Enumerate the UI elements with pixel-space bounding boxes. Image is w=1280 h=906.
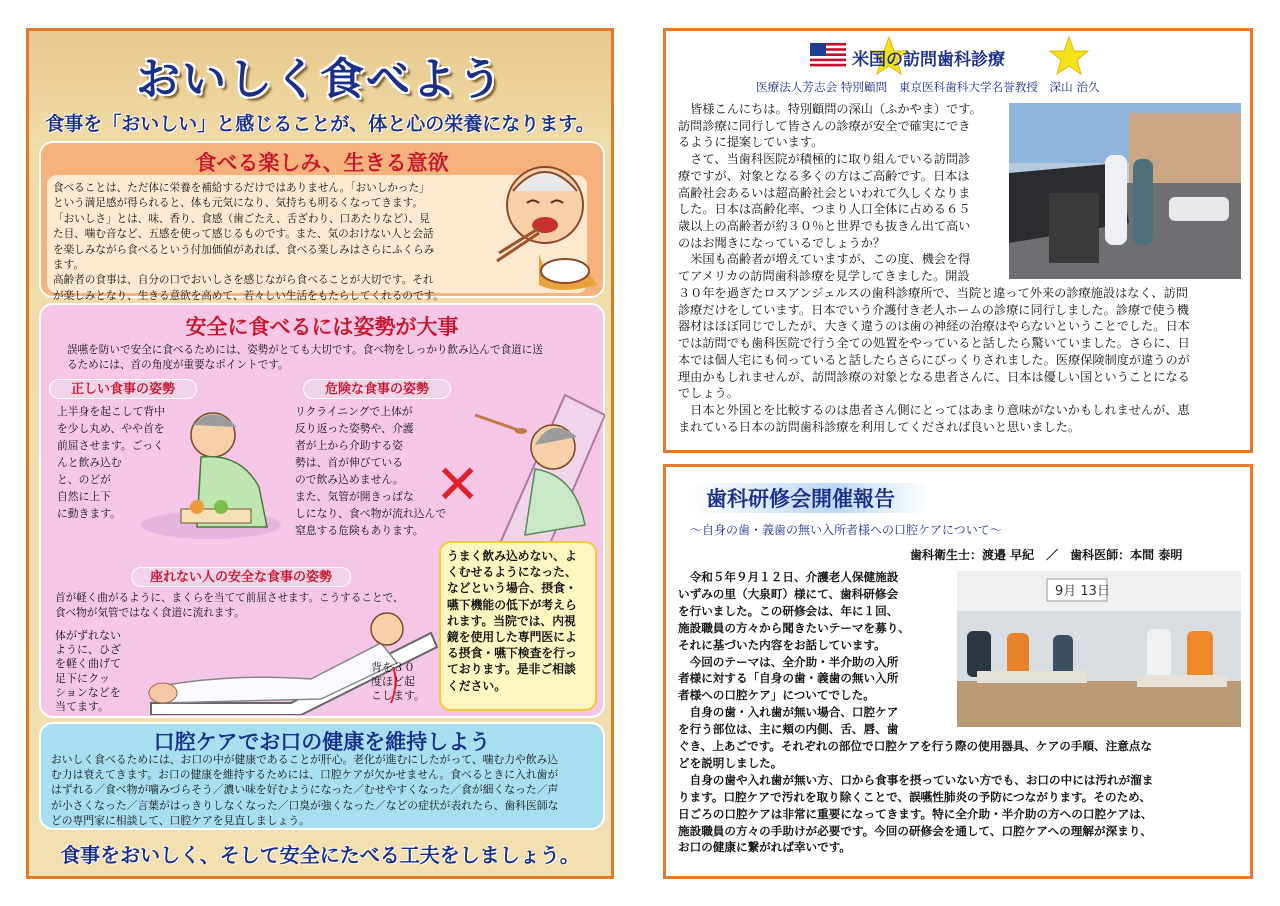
- elderly-man-eating-illustration: [479, 153, 599, 295]
- seminar-byline: 歯科衛生士：渡邉 早紀 ／ 歯科医師：本間 泰明: [910, 548, 1183, 562]
- text-line: が小さくなった／言葉がはっきりしなくなった／口臭が強くなった／などの症状が表れたら、歯科医師な: [51, 798, 559, 812]
- text-line: 誤嚥を防いで安全に食べるためには、姿勢がとても大切です。食べ物をしっかり飲み込んで食道に送: [67, 344, 543, 356]
- text-line: 日本と外国とを比較するのは患者さん側にとってはあまり意味がないかもしれませんが、恵: [678, 402, 1190, 417]
- text-line: おいしく食べるためには、お口の中が健康であることが肝心。老化が進むにしたがって、噛む力や飲み込: [51, 753, 559, 766]
- section-eating-joy-title: 食べる楽しみ、生きる意欲: [195, 151, 449, 175]
- seminar-subtitle: ～自身の歯・義歯の無い入所者様への口腔ケアについて～: [690, 523, 1002, 537]
- text-line: 反り返った姿勢や、介護: [295, 422, 414, 435]
- text-line: 前屈させます。ごっく: [57, 439, 164, 452]
- text-line: を楽しみながら食べるという付加価値があれば、食べる楽しみはさらにふくらみ: [53, 243, 435, 256]
- text-line: 器材はほぼ同じでしたが、大きく違うのは歯の神経の治療はやらないということでした。日本: [678, 319, 1190, 334]
- text-line: に動きます。: [57, 507, 121, 520]
- text-line: 当てます。: [55, 700, 110, 714]
- text-line: 窒息する危険もあります。: [295, 524, 424, 537]
- text-line: お口の健康に繋がれば幸いです。: [678, 840, 851, 855]
- text-line: ションなどを: [55, 685, 121, 699]
- correct-posture-label: 正しい食事の姿勢: [49, 379, 197, 399]
- text-line: 食べることは、ただ体に栄養を補給するだけではありません。「おいしかった」: [53, 182, 430, 194]
- us-flag-icon: [810, 43, 846, 67]
- text-line: ので飲み込めません。: [295, 473, 404, 486]
- text-line: 今回のテーマは、全介助・半介助の入所: [678, 654, 899, 669]
- us-article-title: 米国の訪問歯科診療: [852, 50, 1005, 70]
- text-line: ります。口腔ケアで汚れを取り除くことで、誤嚥性肺炎の予防につながります。そのため、: [678, 789, 1151, 804]
- text-line: 者が上から介助する姿: [295, 439, 403, 452]
- text-line: 本では個人宅にも伺っていると話したらさらにびっくりされました。医療保険制度が違うのが: [678, 352, 1190, 367]
- section-oral-care: [39, 722, 605, 830]
- text-line: また、気管が開きっぱな: [295, 490, 414, 503]
- text-line: てアメリカの訪問歯科診療を見学してきました。開設: [678, 269, 970, 284]
- seminar-photo-date-sign: 9月 13日: [1055, 584, 1110, 599]
- text-line: ぐき、上あごです。それぞれの部位で口腔ケアを行う際の使用器具、ケアの手順、注意点な: [678, 739, 1152, 753]
- text-line: いずみの里（大泉町）様にて、歯科研修会: [678, 586, 899, 601]
- text-line: を軽く曲げて: [55, 657, 121, 671]
- text-line: 上半身を起こして背中: [57, 405, 165, 418]
- star-icon: [1048, 35, 1090, 77]
- text-line: れます。当院では、内視: [447, 613, 576, 628]
- text-line: 皆様こんにちは。特別顧問の深山（ふかやま）です。: [678, 102, 982, 116]
- seated-posture-label: 座れない人の安全な食事の姿勢: [131, 567, 351, 587]
- text-line: 日ごろの口腔ケアは非常に重要になってきます。特に全介助・半介助の方への口腔ケアは、: [678, 806, 1153, 821]
- text-line: 体がずれない: [55, 629, 121, 642]
- text-line: 勢は、首が伸びている: [295, 456, 403, 469]
- text-line: と、のどが: [57, 473, 111, 486]
- text-line: 首が軽く曲がるように、まくらを当てて前屈させます。こうすることで、: [55, 592, 404, 604]
- text-line: 診療だけをしています。日本でいう介護付き老人ホームの診療に同行しました。診療で使う機: [678, 302, 1189, 317]
- text-line: 施設職員の方々の手助けが必要です。今回の研修会を通して、口腔ケアへの理解が深まり、: [678, 823, 1152, 838]
- text-line: まれている日本の訪問歯科診療を利用してくだされば良いと思いました。: [678, 419, 1081, 434]
- text-line: 足下にクッ: [55, 671, 110, 685]
- text-line: 高齢者の食事は、自分の口でおいしさを感じながら食べることが大切です。それ: [53, 274, 434, 287]
- section-eating-joy: [39, 141, 605, 302]
- text-line: どの専門家に相談して、口腔ケアを見直しましょう。: [51, 813, 310, 827]
- text-line: ください。: [447, 678, 506, 693]
- text-line: 理由かもしれませんが、訪問診療の対象となる患者さんに、日本は優しい国ということになる: [678, 369, 1190, 384]
- seminar-photo: [957, 571, 1241, 727]
- text-line: 「おいしさ」とは、味、香り、食感（歯ごたえ、舌ざわり、口あたりなど）、見: [53, 212, 430, 225]
- text-line: ております。是非ご相談: [447, 662, 576, 677]
- text-line: 背を３０: [371, 661, 415, 674]
- text-line: 度ほど起: [371, 675, 415, 689]
- danger-posture-illustration: [465, 385, 605, 555]
- text-line: 施設職員の方々から聞きたいテーマを募り、: [678, 620, 910, 635]
- text-line: 者様への口腔ケア」についてでした。: [678, 688, 875, 703]
- text-line: でしょう。: [678, 386, 739, 401]
- text-line: した。日本は高齢化率、つまり人口全体に占める６５: [678, 202, 971, 217]
- left-page-flyer: [26, 28, 614, 879]
- text-line: それに基づいた内容をお話しています。: [678, 637, 886, 652]
- flyer-subtitle: 食事を「おいしい」と感じることが、体と心の栄養になります。: [45, 113, 595, 135]
- text-line: くむせるようになった、: [447, 565, 577, 580]
- text-line: リクライニングで上体が: [295, 405, 413, 418]
- text-line: という満足感が得られると、体も元気になり、気持ちも明るくなってきます。: [53, 197, 423, 210]
- text-line: しになり、食べ物が流れ込んで: [295, 507, 447, 520]
- text-line: んと飲み込む: [57, 456, 122, 469]
- correct-posture-illustration: [141, 397, 311, 547]
- text-line: ように、ひざ: [55, 643, 121, 657]
- text-line: 令和５年９月１２日、介護老人保健施設: [678, 570, 899, 584]
- section-oral-care-title: 口腔ケアでお口の健康を維持しよう: [153, 730, 491, 754]
- seminar-title: 歯科研修会開催報告: [706, 487, 895, 511]
- text-line: 高齢社会あるいは超高齢社会といわれて久しくなりま: [678, 185, 971, 200]
- text-line: 自然に上下: [57, 490, 111, 503]
- text-line: ３０年を過ぎたロスアンジェルスの歯科診療所で、当院と違って外来の診療施設はなく、訪問: [678, 286, 1188, 300]
- text-line: どを説明しました。: [678, 755, 783, 770]
- text-line: うまく飲み込めない、よ: [447, 549, 577, 563]
- text-line: が楽しみとなり、生きる意欲を高めて、若々しい生活をもたらしてくれるのです。: [53, 289, 444, 302]
- text-line: 訪問診療に同行して皆さんの診療が安全で確実にでき: [678, 118, 971, 133]
- dysphagia-exam-note: [439, 541, 597, 711]
- flyer-main-title: おいしく食べよう: [136, 54, 504, 105]
- text-line: 療ですが、対象となる多くの方はご高齢です。日本は: [678, 168, 970, 183]
- text-line: こします。: [371, 689, 426, 703]
- text-line: る摂食・嚥下検査を行っ: [447, 646, 577, 661]
- section-posture-title: 安全に食べるには姿勢が大事: [185, 315, 459, 339]
- text-line: さて、当歯科医院が積極的に取り組んでいる訪問診: [678, 152, 971, 167]
- danger-posture-label: 危険な食事の姿勢: [303, 379, 451, 399]
- text-line: を行う部位は、主に頬の内側、舌、唇、歯: [678, 722, 899, 737]
- text-line: 米国も高齢者が増えていますが、この度、機会を得: [678, 252, 971, 267]
- text-line: 自身の歯や入れ歯が無い方、口から食事を摂っていない方でも、お口の中には汚れが溜ま: [678, 772, 1154, 787]
- text-line: む力は衰えてきます。お口の健康を維持するためには、口腔ケアが欠かせません。食べるときに入れ歯が: [51, 768, 559, 782]
- text-line: るためには、首の角度が重要なポイントです。: [67, 359, 289, 372]
- us-article-author: 医療法人芳志会 特別顧問 東京医科歯科大学名誉教授 深山 治久: [756, 80, 1100, 94]
- us-clinic-photo: [1009, 103, 1241, 279]
- text-line: 歳以上の高齢者が約３０％と世界でも抜きん出て高い: [678, 218, 971, 233]
- text-line: るように提案しています。: [678, 135, 824, 150]
- text-line: ます。: [53, 259, 84, 272]
- text-line: 嚥下機能の低下が考えら: [447, 597, 577, 612]
- text-line: はずれる／食べ物が噛みづらそう／濃い味を好むようになった／むせやすくなった／食が細くなった／声: [51, 783, 559, 797]
- dental-seminar-report: [663, 464, 1253, 879]
- text-line: のはお聞きになっているでしょうか？: [678, 235, 886, 250]
- us-visiting-dentistry-article: [663, 28, 1253, 453]
- footer-slogan: 食事をおいしく、そして安全にたべる工夫をしましょう。: [60, 843, 580, 867]
- text-line: では訪問でも歯科医院で行う全ての処置をやっていると話したら驚いていました。さらに、日: [678, 336, 1190, 351]
- text-line: 食べ物が気管ではなく食道に流れます。: [55, 607, 245, 620]
- text-line: 鏡を使用した専門医によ: [447, 630, 577, 645]
- danger-x-icon: ✕: [435, 453, 481, 516]
- text-line: 自身の歯・入れ歯が無い場合、口腔ケア: [678, 705, 899, 720]
- text-line: を少し丸め、やや首を: [57, 422, 165, 435]
- text-line: を行いました。この研修会は、年に１回、: [678, 603, 899, 618]
- text-line: た目、噛む音など、五感を使って感じるものです。また、気のおけない人と会話: [53, 228, 434, 241]
- text-line: 者様に対する「自身の歯・義歯の無い入所: [678, 671, 899, 686]
- text-line: などという場合、摂食・: [447, 581, 577, 596]
